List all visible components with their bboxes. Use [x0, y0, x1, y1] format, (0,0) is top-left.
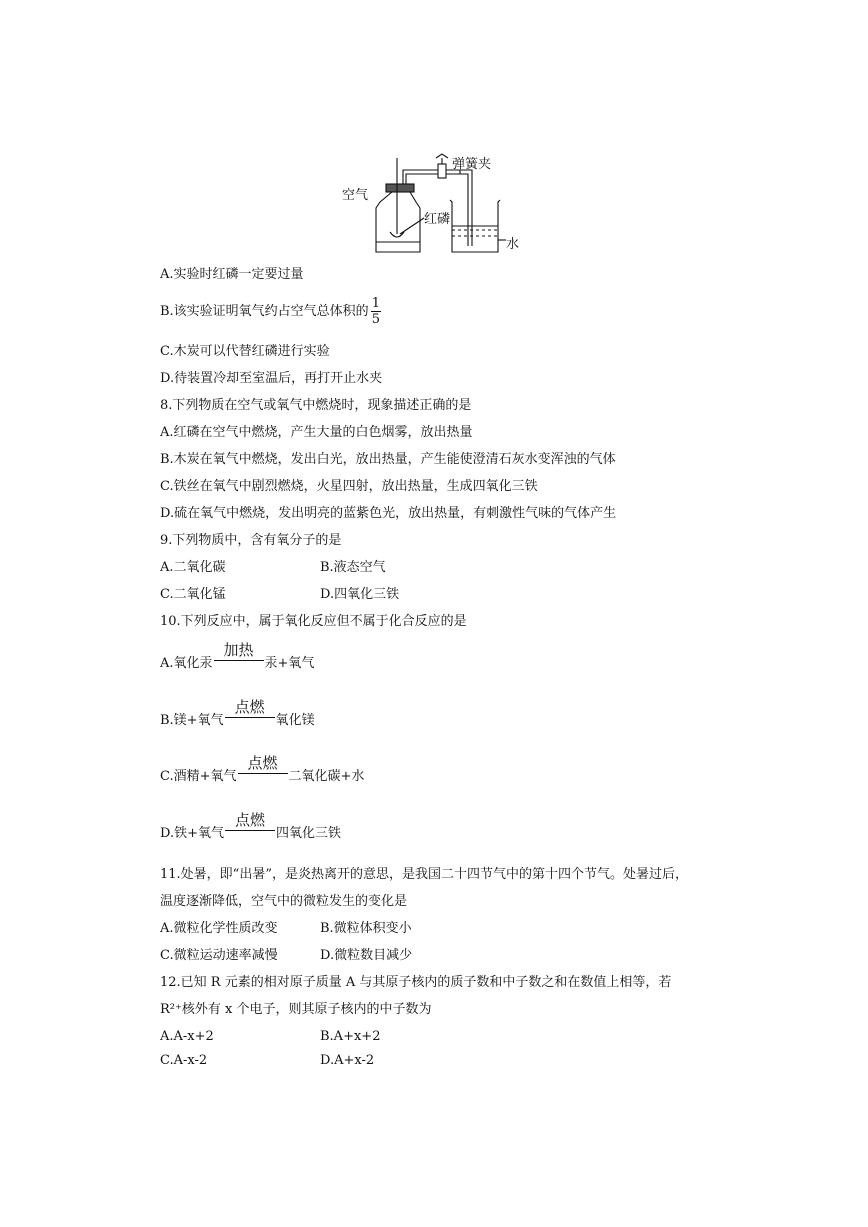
q9-option-b: B.液态空气 [320, 560, 386, 575]
q12-stem-line2 [160, 1001, 431, 1019]
q10-c-products: 二氧化碳+水 [288, 769, 365, 784]
q12-option-b: B.A+x+2 [320, 1029, 381, 1044]
q8-stem: 8.下列物质在空气或氧气中燃烧时，现象描述正确的是 [160, 398, 472, 413]
reaction-condition: 加热 [223, 641, 254, 659]
q12-stem-line1: 12.已知 R 元素的相对原子质量 A 与其原子核内的质子数和中子数之和在数值上相等，若 [160, 975, 672, 990]
rubber-stopper [386, 184, 414, 192]
q11-option-a: A.微粒化学性质改变 [160, 921, 278, 936]
q9-option-c: C.二氧化锰 [160, 587, 226, 602]
q7-option-a: A.实验时红磷一定要过量 [160, 267, 304, 282]
apparatus-drawing [340, 150, 530, 258]
q12-stem-rest: 核外有 x 个电子，则其原子核内的中子数为 [181, 1002, 432, 1017]
q10-option-c [160, 754, 365, 786]
q7-option-c: C.木炭可以代替红磷进行实验 [160, 344, 330, 359]
q12-ion: R²⁺ [160, 1002, 182, 1017]
q10-option-b [160, 698, 315, 730]
fraction-denominator: 5 [371, 312, 380, 327]
q8-option-d: D.硫在氧气中燃烧，发出明亮的蓝紫色光，放出热量，有刺激性气味的气体产生 [160, 506, 617, 521]
q10-c-reactants: C.酒精+氧气 [160, 769, 237, 784]
q10-d-products: 四氧化三铁 [276, 826, 342, 841]
q7-option-b-text: B.该实验证明氧气约占空气总体积的 [160, 304, 369, 319]
q8-option-c: C.铁丝在氧气中剧烈燃烧，火星四射，放出热量，生成四氧化三铁 [160, 479, 538, 494]
label-red-phosphorus: 红磷 [424, 212, 451, 227]
q11-option-c: C.微粒运动速率减慢 [160, 948, 278, 963]
q10-stem: 10.下列反应中，属于氧化反应但不属于化合反应的是 [160, 614, 467, 629]
q11-option-b: B.微粒体积变小 [320, 921, 412, 936]
reaction-condition: 点燃 [247, 754, 278, 772]
fraction-one-fifth [371, 296, 381, 327]
q9-stem: 9.下列物质中，含有氧分子的是 [160, 533, 342, 548]
q10-a-reactants: A.氧化汞 [160, 656, 213, 671]
reaction-arrow [214, 641, 264, 673]
reaction-condition: 点燃 [234, 811, 265, 829]
q9-option-d: D.四氧化三铁 [320, 587, 400, 602]
label-water: 水 [506, 237, 520, 252]
q12-option-a: A.A-x+2 [160, 1029, 214, 1044]
label-air: 空气 [342, 188, 369, 203]
apparatus-diagram [340, 150, 530, 258]
q8-option-a: A.红磷在空气中燃烧，产生大量的白色烟雾，放出热量 [160, 425, 473, 440]
q10-b-products: 氧化镁 [275, 713, 315, 728]
reaction-arrow [238, 754, 288, 786]
flask-body [376, 192, 420, 252]
q7-option-d: D.待装置冷却至室温后，再打开止水夹 [160, 371, 383, 386]
fraction-numerator: 1 [371, 296, 380, 311]
q10-b-reactants: B.镁+氧气 [160, 713, 224, 728]
q10-option-a [160, 641, 315, 673]
q11-stem-line2: 温度逐渐降低，空气中的微粒发生的变化是 [160, 894, 408, 909]
reaction-arrow [225, 698, 275, 730]
q12-option-d: D.A+x-2 [320, 1053, 375, 1068]
q11-option-d: D.微粒数目减少 [320, 948, 413, 963]
q9-option-a: A.二氧化碳 [160, 560, 226, 575]
q11-stem-line1: 11.处暑，即“出暑”，是炎热离开的意思，是我国二十四节气中的第十四个节气。处暑过后， [160, 867, 688, 882]
spring-clamp [438, 164, 446, 178]
q10-d-reactants: D.铁+氧气 [160, 826, 224, 841]
q8-option-b: B.木炭在氧气中燃烧，发出白光，放出热量，产生能使澄清石灰水变浑浊的气体 [160, 452, 616, 467]
q10-option-d [160, 811, 342, 843]
q10-a-products: 汞+氧气 [264, 656, 315, 671]
label-spring-clamp: 弹簧夹 [452, 157, 492, 172]
reaction-condition: 点燃 [234, 698, 265, 716]
reaction-arrow [225, 811, 275, 843]
q12-option-c: C.A-x-2 [160, 1053, 208, 1068]
q7-option-b [160, 296, 381, 327]
